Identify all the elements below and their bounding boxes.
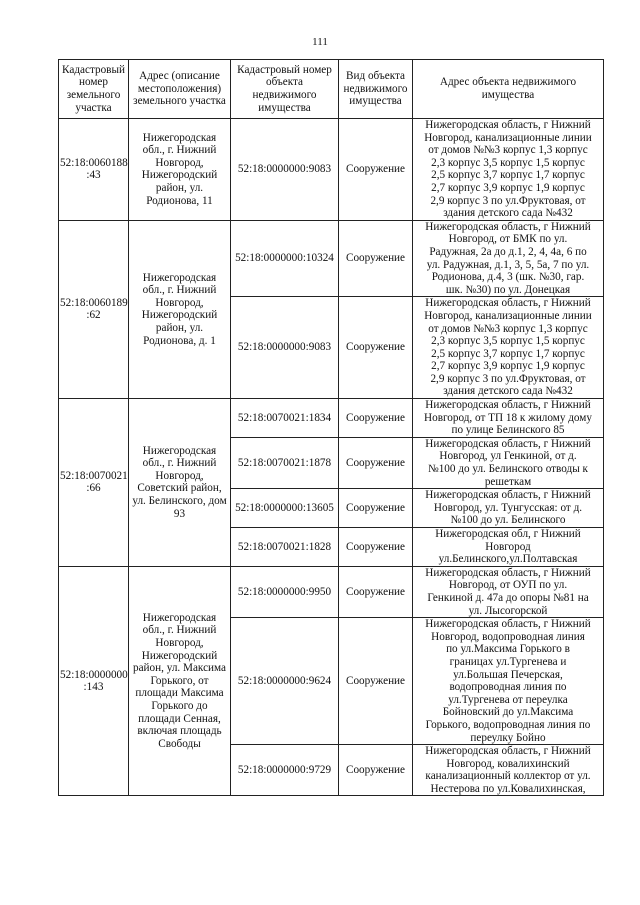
- parcel-cadastral: 52:18:0000000 :143: [59, 566, 129, 796]
- header-object-kind: Вид объекта недвижимого имущества: [339, 60, 413, 119]
- header-parcel-address: Адрес (описание местоположения) земельного участка: [129, 60, 231, 119]
- object-cadastral: 52:18:0000000:9950: [231, 566, 339, 617]
- object-kind: Сооружение: [339, 220, 413, 297]
- object-kind: Сооружение: [339, 618, 413, 745]
- object-address: Нижегородская область, г Нижний Новгород, ул. Тунгусская: от д. №100 до ул. Белинского: [413, 489, 604, 528]
- table-row: [59, 399, 604, 438]
- header-row: [59, 60, 604, 119]
- object-address: Нижегородская область, г Нижний Новгород, ковалихинский канализационный коллектор от ул. Нестерова по ул.Ковалихинская,: [413, 745, 604, 796]
- table-row: [59, 566, 604, 617]
- object-cadastral: 52:18:0000000:9624: [231, 618, 339, 745]
- header-object-cadastral: Кадастровый номер объекта недвижимого имущества: [231, 60, 339, 119]
- object-cadastral: 52:18:0070021:1878: [231, 437, 339, 488]
- object-address: Нижегородская область, г Нижний Новгород, водопроводная линия по ул.Максима Горького в границах ул.Тургенева и ул.Большая Печерская, водопроводная линия по ул.Тургенева от переулка Бойновский до ул.Максима Горького, водопроводная линия по переулку Бойно: [413, 618, 604, 745]
- object-kind: Сооружение: [339, 297, 413, 399]
- header-object-address: Адрес объекта недвижимого имущества: [413, 60, 604, 119]
- object-address: Нижегородская область, г Нижний Новгород, канализационные линии от домов №№3 корпус 1,3 корпус 2,3 корпус 3,5 корпус 1,5 корпус 2,5 корпус 3,7 корпус 1,7 корпус 2,7 корпус 3,9 корпус 1,9 корпус 2,9 корпус 3 по ул.Фруктовая, от здания детского сада №432: [413, 119, 604, 221]
- header-parcel-cadastral: Кадастровый номер земельного участка: [59, 60, 129, 119]
- parcel-cadastral: 52:18:0060188 :43: [59, 119, 129, 221]
- parcel-address: Нижегородская обл., г. Нижний Новгород, Нижегородский район, ул. Родионова, 11: [129, 119, 231, 221]
- object-kind: Сооружение: [339, 745, 413, 796]
- object-kind: Сооружение: [339, 399, 413, 438]
- object-kind: Сооружение: [339, 489, 413, 528]
- page-number: 111: [312, 36, 328, 48]
- parcel-address: Нижегородская обл., г. Нижний Новгород, Нижегородский район, ул. Родионова, д. 1: [129, 220, 231, 398]
- object-cadastral: 52:18:0000000:9083: [231, 119, 339, 221]
- object-kind: Сооружение: [339, 437, 413, 488]
- object-kind: Сооружение: [339, 566, 413, 617]
- table-row: [59, 119, 604, 221]
- parcel-address: Нижегородская обл., г. Нижний Новгород, Советский район, ул. Белинского, дом 93: [129, 399, 231, 567]
- parcel-address: Нижегородская обл., г. Нижний Новгород, Нижегородский район, ул. Максима Горького, от площади Максима Горького до площади Сенная, включая площадь Свободы: [129, 566, 231, 796]
- object-cadastral: 52:18:0000000:10324: [231, 220, 339, 297]
- object-address: Нижегородская область, г Нижний Новгород, ул Генкиной, от д. №100 до ул. Белинского отводы к решеткам: [413, 437, 604, 488]
- parcel-cadastral: 52:18:0070021 :66: [59, 399, 129, 567]
- object-address: Нижегородская область, г Нижний Новгород, от ОУП по ул. Генкиной д. 47а до опоры №81 на ул. Лысогорской: [413, 566, 604, 617]
- object-cadastral: 52:18:0070021:1828: [231, 528, 339, 567]
- object-address: Нижегородская область, г Нижний Новгород, от ТП 18 к жилому дому по улице Белинского 85: [413, 399, 604, 438]
- object-cadastral: 52:18:0000000:9729: [231, 745, 339, 796]
- object-kind: Сооружение: [339, 528, 413, 567]
- property-table: [58, 59, 604, 796]
- object-address: Нижегородская обл, г Нижний Новгород ул.Белинского,ул.Полтавская: [413, 528, 604, 567]
- object-address: Нижегородская область, г Нижний Новгород, канализационные линии от домов №№3 корпус 1,3 корпус 2,3 корпус 3,5 корпус 1,5 корпус 2,5 корпус 3,7 корпус 1,7 корпус 2,7 корпус 3,9 корпус 1,9 корпус 2,9 корпус 3 по ул.Фруктовая, от здания детского сада №432: [413, 297, 604, 399]
- object-cadastral: 52:18:0000000:9083: [231, 297, 339, 399]
- table-row: [59, 220, 604, 297]
- object-cadastral: 52:18:0000000:13605: [231, 489, 339, 528]
- object-kind: Сооружение: [339, 119, 413, 221]
- parcel-cadastral: 52:18:0060189 :62: [59, 220, 129, 398]
- object-cadastral: 52:18:0070021:1834: [231, 399, 339, 438]
- object-address: Нижегородская область, г Нижний Новгород, от БМК по ул. Радужная, 2а до д.1, 2, 4, 4а, 6 по ул. Радужная, д.1, 3, 5, 5а, 7 по ул. Родионова, д.4, 3 (шк. №30, гар. шк. №30) по ул. Донецкая: [413, 220, 604, 297]
